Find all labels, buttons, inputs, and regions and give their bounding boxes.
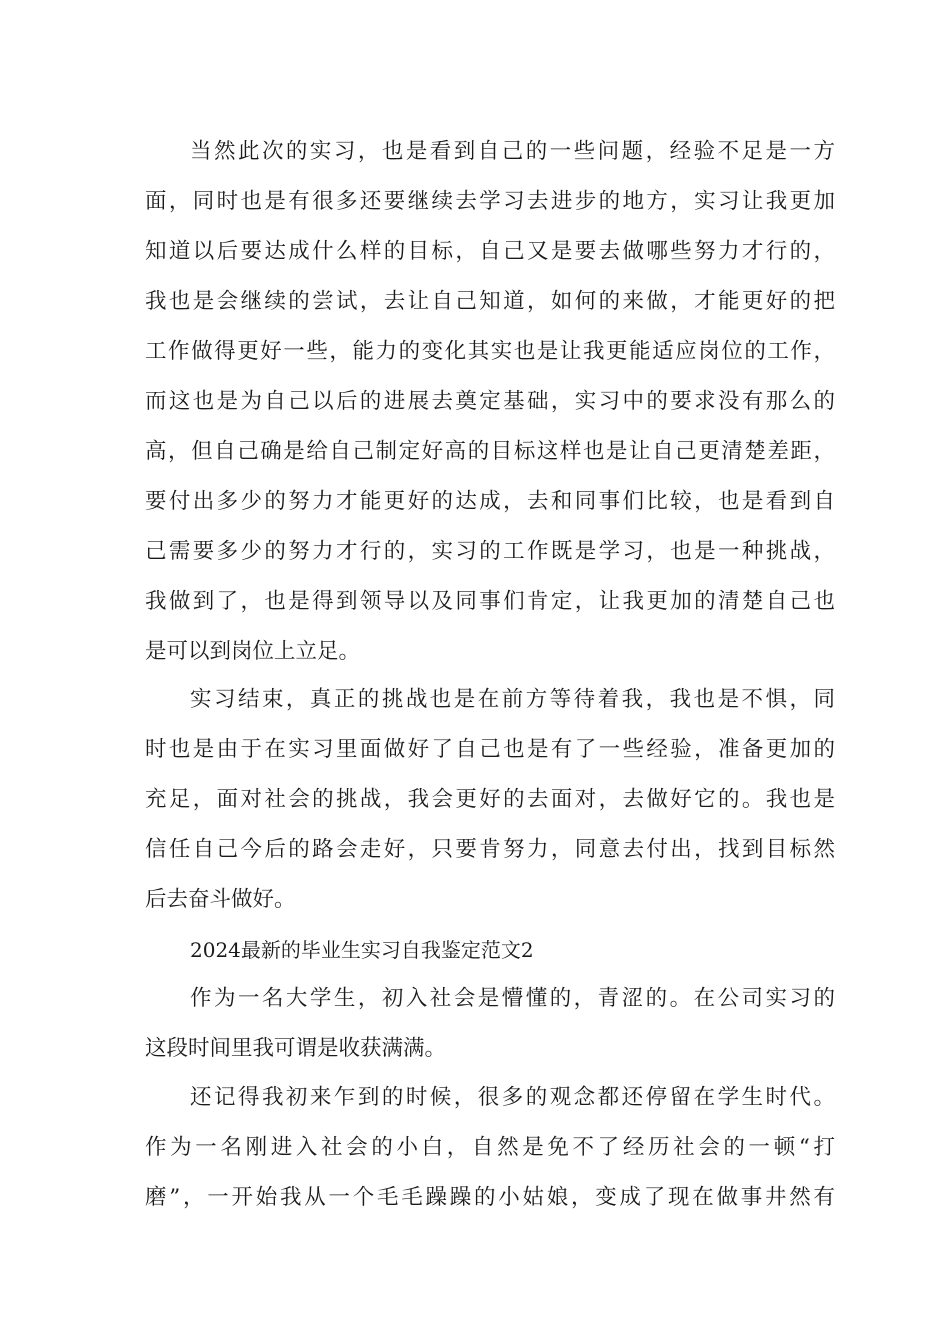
section-heading: 2024最新的毕业生实习自我鉴定范文2 (190, 938, 534, 962)
text-line: 工作做得更好一些，能力的变化其实也是让我更能适应岗位的工作， (145, 339, 835, 364)
text-line: 要付出多少的努力才能更好的达成，去和同事们比较，也是看到自 (145, 489, 835, 514)
text-line: 而这也是为自己以后的进展去奠定基础，实习中的要求没有那么的 (145, 389, 835, 414)
text-line: 磨”，一开始我从一个毛毛躁躁的小姑娘，变成了现在做事井然有 (145, 1185, 835, 1210)
text-line: 我做到了，也是得到领导以及同事们肯定，让我更加的清楚自己也 (145, 589, 835, 614)
text-line: 当然此次的实习，也是看到自己的一些问题，经验不足是一方 (190, 139, 835, 164)
text-line: 作为一名刚进入社会的小白，自然是免不了经历社会的一顿“打 (145, 1135, 835, 1160)
text-line: 作为一名大学生，初入社会是懵懂的，青涩的。在公司实习的 (190, 986, 835, 1011)
text-line: 后去奋斗做好。 (145, 887, 296, 912)
text-line: 充足，面对社会的挑战，我会更好的去面对，去做好它的。我也是 (145, 787, 835, 812)
text-line: 面，同时也是有很多还要继续去学习去进步的地方，实习让我更加 (145, 189, 835, 214)
text-line: 实习结束，真正的挑战也是在前方等待着我，我也是不惧，同 (190, 687, 835, 712)
text-line: 高，但自己确是给自己制定好高的目标这样也是让自己更清楚差距， (145, 439, 835, 464)
text-line: 信任自己今后的路会走好，只要肯努力，同意去付出，找到目标然 (145, 837, 835, 862)
text-line: 己需要多少的努力才行的，实习的工作既是学习，也是一种挑战， (145, 539, 835, 564)
text-line: 这段时间里我可谓是收获满满。 (145, 1036, 447, 1061)
text-line: 是可以到岗位上立足。 (145, 639, 361, 664)
text-line: 知道以后要达成什么样的目标，自己又是要去做哪些努力才行的， (145, 239, 835, 264)
text-line: 还记得我初来乍到的时候，很多的观念都还停留在学生时代。 (190, 1085, 835, 1110)
text-line: 时也是由于在实习里面做好了自己也是有了一些经验，准备更加的 (145, 737, 835, 762)
text-line: 我也是会继续的尝试，去让自己知道，如何的来做，才能更好的把 (145, 289, 835, 314)
